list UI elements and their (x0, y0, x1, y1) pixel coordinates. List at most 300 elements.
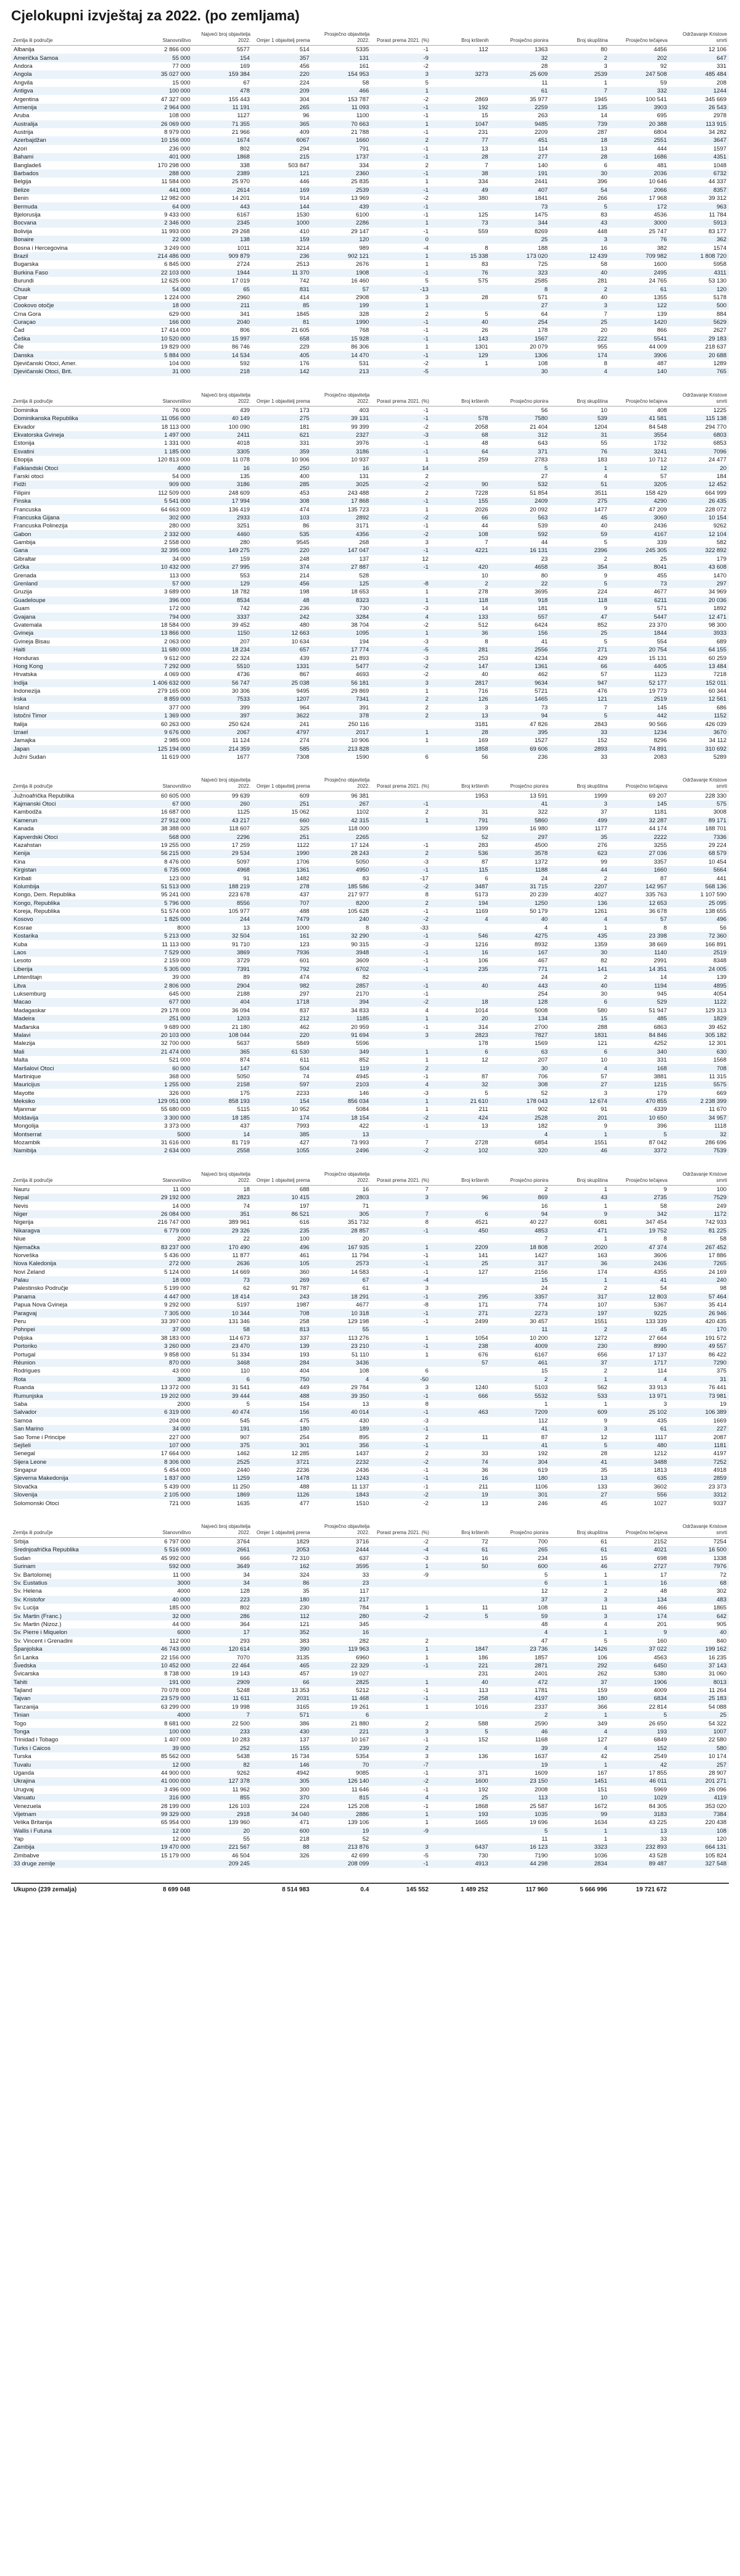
cell-value: 2 (604, 1368, 607, 1375)
cell-value: -2 (423, 62, 429, 70)
cell-value: 535 (252, 530, 312, 538)
cell-value: 301 (491, 1491, 551, 1499)
cell-value: 1600 (431, 1777, 491, 1785)
table-row (11, 1039, 729, 1047)
cell-value: 2636 (192, 1260, 252, 1268)
cell-value: 1732 (654, 440, 667, 447)
cell-value: 2040 (192, 318, 252, 326)
cell-value: 57 (431, 1359, 491, 1367)
cell-value: 837 (299, 1007, 310, 1014)
cell-value: 11 000 (173, 1571, 191, 1579)
cell-value: 4 (604, 473, 607, 480)
cell-value: 11 962 (232, 1786, 250, 1793)
cell-value: 32 (431, 1081, 491, 1089)
total-label: Ukupno (239 zemalja) (14, 1886, 77, 1894)
cell-value: 153 787 (347, 96, 369, 103)
cell-value: 184 (717, 473, 726, 480)
cell-value: 34 040 (252, 1810, 312, 1818)
cell-value: 463 (431, 1408, 491, 1416)
cell-value: 2728 (475, 1139, 488, 1147)
country-name: Estonija (14, 440, 35, 447)
cell-value: 362 (669, 236, 729, 244)
cell-value: 500 (669, 302, 729, 310)
cell-value: 254 (299, 1434, 310, 1441)
table-row (11, 1483, 729, 1491)
country-name: Slovenija (11, 1491, 133, 1499)
column-header: Omjer 1 objavitelj prema (252, 1170, 312, 1186)
cell-value: 742 933 (705, 1219, 726, 1226)
cell-value: 2519 (610, 695, 670, 703)
cell-value: 14 534 (192, 351, 252, 359)
cell-value: 884 (717, 310, 726, 318)
cell-value (431, 368, 491, 376)
cell-value: 359 (252, 448, 312, 456)
cell-value: 44 298 (491, 1860, 551, 1868)
cell-value: 189 (312, 1425, 372, 1433)
cell-value: 80 (541, 572, 548, 579)
table-row (11, 1794, 729, 1802)
country-name: Mjanmar (14, 1106, 36, 1113)
cell-value: 11 993 000 (161, 228, 191, 235)
cell-value: 29 268 (232, 228, 250, 235)
table-row (11, 571, 729, 579)
cell-value: -1 (423, 957, 429, 965)
cell-value: 170 298 000 (157, 162, 191, 169)
cell-value: 102 (431, 1147, 491, 1155)
country-name: Mauricijus (11, 1081, 133, 1089)
cell-value: 1 407 000 (164, 1736, 191, 1744)
cell-value: 32 000 (133, 1612, 193, 1620)
cell-value (431, 973, 491, 981)
cell-value: 118 000 (348, 825, 369, 833)
cell-value: 46 (550, 1147, 610, 1155)
cell-value: 69 207 (649, 792, 667, 799)
cell-value: 480 (610, 1442, 670, 1450)
table-row (11, 1194, 729, 1202)
cell-value: 28 (550, 153, 610, 161)
cell-value: 7 (425, 1139, 429, 1147)
cell-value: 243 (252, 1293, 312, 1301)
country-name: Benin (14, 195, 29, 202)
cell-value: 420 435 (705, 1318, 726, 1326)
cell-value: 136 419 (228, 506, 250, 513)
cell-value: 77 000 (172, 62, 191, 70)
cell-value: 8932 (535, 941, 548, 948)
table-row (11, 1235, 729, 1243)
table-row (11, 712, 729, 720)
cell-value: 192 (478, 1786, 488, 1793)
cell-value: 390 (252, 1645, 312, 1653)
cell-value: 218 (299, 1836, 310, 1843)
cell-value: 2008 (535, 1786, 548, 1793)
cell-value: 14 583 (351, 1268, 369, 1276)
country-name: Nevis (14, 1202, 28, 1210)
cell-value: 7 (544, 1236, 548, 1243)
cell-value: 31 715 (491, 883, 551, 891)
column-header: Stanovništvo (133, 1170, 193, 1186)
country-name: Azerbajdžan (11, 136, 133, 144)
cell-value: 5447 (610, 613, 670, 621)
cell-value: 344 (491, 219, 551, 227)
cell-value: 17 855 (649, 1769, 667, 1777)
cell-value: 11 315 (709, 1073, 726, 1080)
cell-value: 439 (312, 202, 372, 210)
cell-value: 231 (478, 129, 488, 136)
cell-value: 11 124 (232, 737, 250, 745)
table-row (11, 1097, 729, 1105)
cell-value: 18 (243, 1186, 250, 1193)
country-name: Grenada (14, 572, 36, 579)
country-name: Salvador (11, 1408, 133, 1416)
cell-value: 33 397 000 (160, 1318, 191, 1326)
cell-value: 83 (601, 212, 607, 218)
cell-value: 239 (312, 1744, 372, 1752)
cell-value: -1 (371, 866, 431, 874)
table-row (11, 415, 729, 423)
country-name: Djevičanski Otoci, Brit. (11, 368, 133, 376)
cell-value: 83 237 000 (133, 1243, 193, 1251)
cell-value (431, 1587, 491, 1595)
cell-value: 4054 (713, 990, 726, 997)
cell-value: 40 (431, 1678, 491, 1686)
cell-value: 539 (538, 522, 548, 530)
cell-value: 31 (550, 431, 610, 439)
cell-value: -33 (420, 924, 429, 931)
cell-value: 170 490 (192, 1243, 252, 1251)
cell-value: 14 470 (312, 351, 372, 359)
cell-value: 375 (192, 1442, 252, 1450)
cell-value: 2 (550, 285, 610, 293)
cell-value: 1568 (713, 1057, 726, 1064)
cell-value: 407 (491, 186, 551, 194)
cell-value: 1338 (713, 1554, 726, 1562)
cell-value: 42 315 (312, 817, 372, 825)
cell-value: 172 (610, 202, 670, 210)
cell-value: 3008 (713, 809, 726, 816)
cell-value: 250 (252, 464, 312, 472)
cell-value: -1 (371, 170, 431, 178)
cell-value: 582 (717, 539, 726, 547)
cell-value: 3241 (610, 448, 670, 456)
cell-value: 496 (252, 1243, 312, 1251)
cell-value: 98 (720, 1285, 726, 1292)
cell-value: 1718 (252, 998, 312, 1006)
cell-value: 34 112 (709, 737, 726, 745)
cell-value: 6804 (654, 129, 667, 136)
country-name: Srednjoafrička Republika (11, 1546, 133, 1554)
cell-value: 4693 (356, 671, 369, 679)
cell-value: 94 (491, 712, 551, 720)
cell-value: 86 306 (351, 344, 369, 351)
cell-value: -1 (371, 269, 431, 277)
table-row (11, 841, 729, 849)
country-name: Francuska Polinezija (14, 522, 68, 530)
cell-value: 250 624 (228, 720, 250, 728)
cell-value: 2087 (713, 1434, 726, 1441)
cell-value: 268 (359, 539, 369, 547)
cell-value: 6732 (669, 170, 729, 178)
cell-value: 2549 (654, 1753, 667, 1761)
cell-value: 647 (669, 54, 729, 62)
cell-value: 5 (431, 1728, 491, 1736)
cell-value: 2960 (236, 294, 250, 301)
cell-value: 30 (550, 170, 610, 178)
cell-value: 8 681 000 (164, 1720, 191, 1727)
cell-value: 2170 (356, 990, 369, 997)
cell-value: 30 306 (232, 688, 250, 695)
table-row (11, 858, 729, 866)
cell-value: 228 072 (705, 506, 726, 513)
cell-value: 5248 (236, 1687, 250, 1695)
cell-value: 1212 (654, 1450, 667, 1458)
cell-value: 1000 (296, 924, 310, 931)
cell-value: 38 704 (351, 621, 369, 629)
cell-value: 312 (491, 431, 551, 439)
cell-value: -2 (371, 1612, 431, 1620)
cell-value: -2 (423, 423, 429, 431)
cell-value: 86 (252, 1579, 312, 1587)
cell-value: 2843 (594, 720, 607, 728)
cell-value: 439 (240, 407, 250, 414)
cell-value: 6 (425, 754, 429, 761)
cell-value: 429 (597, 654, 607, 662)
cell-value: 99 399 (351, 423, 369, 431)
cell-value (431, 990, 491, 998)
cell-value: 19 143 (232, 1670, 250, 1678)
cell-value: 13 (610, 1827, 670, 1835)
cell-value: 320 (491, 1147, 551, 1155)
cell-value (431, 1744, 491, 1752)
table-row (11, 252, 729, 260)
table-row (11, 1073, 729, 1081)
country-name: Kolumbija (11, 883, 133, 891)
cell-value: 1857 (535, 1654, 548, 1661)
cell-value: 4119 (669, 1794, 729, 1802)
cell-value: 59 (660, 79, 667, 86)
cell-value: 14 201 (232, 195, 250, 202)
cell-value: 23 150 (491, 1777, 551, 1785)
country-name: Sv. Martin (Franc.) (11, 1612, 133, 1620)
cell-value: 1 (550, 1376, 610, 1384)
cell-value: 1 (371, 629, 431, 637)
table-row (11, 1425, 729, 1433)
cell-value: 122 (610, 302, 670, 310)
cell-value: 37 (491, 1596, 551, 1604)
cell-value: 1465 (491, 695, 551, 703)
total-value: 8 514 983 (282, 1886, 310, 1894)
cell-value: 27 036 (610, 849, 670, 857)
cell-value: 99 (601, 858, 607, 865)
cell-value (431, 1835, 491, 1843)
cell-value: 12 104 (669, 530, 729, 538)
country-name: Trinidad i Tobago (14, 1736, 59, 1744)
cell-value: 169 (252, 186, 312, 194)
cell-value: 563 (491, 514, 551, 522)
cell-value: 1 255 000 (133, 1081, 193, 1089)
cell-value: 25 587 (530, 1802, 548, 1810)
cell-value: 377 000 (169, 704, 191, 711)
country-name: Izrael (11, 729, 133, 737)
cell-value: 32 395 000 (133, 547, 193, 555)
cell-value: 3 496 000 (164, 1786, 191, 1793)
cell-value: 44 (550, 866, 610, 874)
column-header: Broj skupština (550, 776, 610, 791)
cell-value: 575 (478, 278, 488, 285)
cell-value: 341 (240, 310, 250, 318)
cell-value: 191 572 (705, 1334, 726, 1342)
cell-value: 96 381 (351, 792, 369, 799)
cell-value: 64 155 (669, 646, 729, 654)
cell-value: 8 (425, 1400, 429, 1408)
cell-value: 8 (664, 1236, 667, 1243)
table-row (11, 849, 729, 857)
table-row (11, 1554, 729, 1563)
cell-value: 140 (538, 162, 548, 169)
cell-value: 51 574 000 (160, 908, 191, 915)
cell-value: 430 (359, 1417, 369, 1424)
cell-value: 1567 (491, 335, 551, 343)
column-header: Prosječno pionira (491, 776, 551, 791)
cell-value: 84 548 (649, 423, 667, 431)
country-name: Panama (11, 1293, 133, 1301)
country-name: Réunion (11, 1359, 133, 1367)
cell-value: 2 (371, 695, 431, 703)
cell-value: -50 (371, 1376, 431, 1384)
cell-value: 600 (252, 1827, 312, 1835)
cell-value: 5860 (491, 817, 551, 825)
column-header: Porast prema 2021. (%) (371, 776, 431, 791)
cell-value: 14 000 (172, 1202, 191, 1210)
cell-value: 3186 (192, 481, 252, 489)
cell-value: 521 000 (169, 1057, 191, 1064)
cell-value: 92 (660, 62, 667, 70)
cell-value: 211 (479, 1483, 488, 1490)
cell-value: 4 (431, 915, 491, 923)
cell-value: 247 508 (610, 70, 670, 78)
cell-value: 106 389 (669, 1408, 729, 1416)
cell-value: 364 (240, 1620, 250, 1628)
cell-value: 33 (660, 1836, 667, 1843)
cell-value: 20 (362, 1236, 369, 1243)
cell-value: 1869 (192, 1491, 252, 1499)
country-name: Turska (14, 1753, 31, 1761)
cell-value: 91 (601, 1106, 607, 1113)
cell-value: 56 (541, 407, 548, 414)
country-name: Bosna i Hercegovina (14, 244, 68, 252)
country-name: Rota (11, 1376, 133, 1384)
table-row (11, 1736, 729, 1744)
cell-value: -2 (371, 530, 431, 538)
table-row (11, 1442, 729, 1450)
country-name: Gana (11, 547, 133, 555)
cell-value: 174 (610, 1612, 670, 1620)
cell-value: 133 (597, 1483, 607, 1490)
cell-value: 730 (359, 605, 369, 613)
cell-value: 24 765 (649, 278, 667, 285)
cell-value: 64 (431, 448, 491, 456)
cell-value: 8 (491, 285, 551, 293)
table-row (11, 1579, 729, 1587)
cell-value: 9 (604, 572, 607, 579)
cell-value: 4339 (654, 1106, 667, 1113)
cell-value: 1635 (236, 1500, 250, 1507)
country-name: Gabon (11, 530, 133, 538)
cell-value: 643 (538, 440, 548, 447)
cell-value: 259 (478, 456, 488, 464)
cell-value: 13 (481, 1500, 488, 1507)
cell-value: 2525 (192, 1458, 252, 1466)
country-name: Grenland (11, 580, 133, 588)
cell-value: 1 369 000 (133, 712, 193, 720)
cell-value: 2 (425, 1720, 429, 1727)
table-row (11, 1318, 729, 1326)
cell-value: 9 676 000 (133, 729, 193, 737)
cell-value: 3933 (669, 629, 729, 637)
table-row (11, 924, 729, 932)
cell-value: 630 (669, 1048, 729, 1056)
cell-value: 180 (252, 1425, 312, 1433)
cell-value: 20 079 (530, 344, 548, 351)
cell-value: 21 180 (232, 1023, 250, 1031)
cell-value: -4 (371, 1276, 431, 1284)
cell-value (431, 1417, 491, 1425)
cell-value: 3060 (610, 514, 670, 522)
cell-value: 224 (299, 79, 310, 86)
cell-value: 241 (299, 720, 310, 728)
cell-value (431, 1235, 491, 1243)
cell-value: 3 (425, 539, 429, 547)
cell-value: -1 (371, 1442, 431, 1450)
cell-value: 64 663 000 (160, 506, 191, 513)
country-name: Rodrigues (14, 1368, 41, 1375)
cell-value: 1437 (356, 1450, 369, 1458)
table-row (11, 1474, 729, 1482)
column-header: Najveći broj objavitelja 2022. (192, 1170, 252, 1186)
country-name: Tanzanija (14, 1703, 39, 1711)
cell-value: 3025 (312, 481, 372, 489)
cell-value: 16 (312, 464, 372, 472)
cell-value: 386 (299, 1720, 310, 1727)
country-name: Istočni Timor (11, 712, 133, 720)
cell-value: 1 (425, 688, 429, 695)
cell-value: -1 (371, 1342, 431, 1350)
cell-value: 192 (538, 1450, 548, 1458)
cell-value: 7228 (475, 489, 488, 497)
cell-value: 557 (491, 613, 551, 621)
cell-value: 295 (431, 1293, 491, 1301)
cell-value: 18 808 (491, 1243, 551, 1251)
cell-value: 194 (431, 899, 491, 907)
table-row (11, 456, 729, 464)
cell-value: -4 (423, 244, 429, 252)
table-row (11, 1007, 729, 1015)
cell-value: 16 (362, 1186, 369, 1193)
cell-value: 356 (312, 1442, 372, 1450)
cell-value (431, 1827, 491, 1835)
cell-value: 7209 (491, 1408, 551, 1416)
cell-value: 1427 (535, 1252, 548, 1259)
table-row (11, 431, 729, 439)
cell-value: 1672 (594, 1802, 607, 1810)
cell-value: 135 (550, 104, 610, 112)
cell-value: 1510 (356, 1500, 369, 1507)
cell-value: 18 (431, 998, 491, 1006)
cell-value: 338 (240, 162, 250, 169)
cell-value: 10 646 (649, 178, 667, 186)
table-row (11, 547, 729, 555)
cell-value: 29 224 (708, 841, 726, 849)
cell-value: 9 (664, 1186, 667, 1193)
